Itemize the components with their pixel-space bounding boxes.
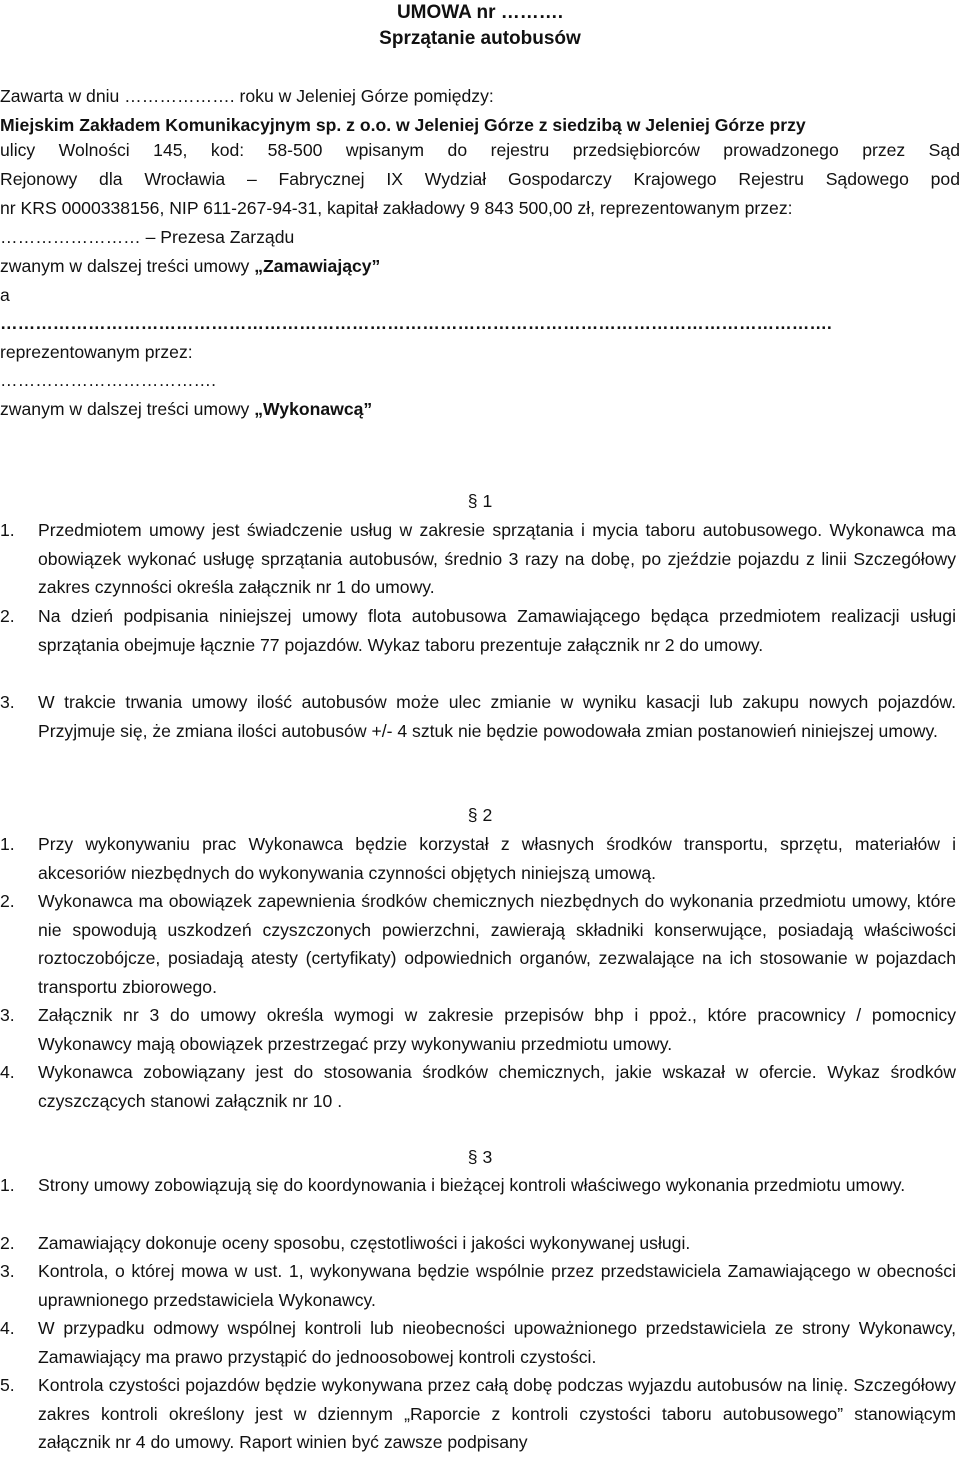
section-heading-1: § 1 (467, 491, 493, 511)
intro-line-krs: nr KRS 0000338156, NIP 611-267-94-31, kapitał zakładowy 9 843 500,00 zł, reprezentowanym przez: (0, 198, 793, 218)
item-number: 3. (0, 692, 15, 712)
item-number: 1. (0, 1175, 15, 1195)
item-number: 4. (0, 1062, 15, 1082)
intro-line-company-name: Miejskim Zakładem Komunikacyjnym sp. z o.o. w Jeleniej Górze z siedzibą w Jeleniej Górze przy (0, 115, 806, 135)
intro-line-court: Rejonowy dla Wrocławia – Fabrycznej IX Wydział Gospodarczy Krajowego Rejestru Sądowego pod (0, 169, 960, 189)
intro-text: zwanym w dalszej treści umowy (0, 399, 255, 419)
intro-line-contractor-placeholder: ……………………………………………………………………………………………………………………………. (0, 313, 832, 333)
item-text: Strony umowy zobowiązują się do koordynowania i bieżącej kontroli właściwego wykonania przedmiotu umowy. (38, 1175, 906, 1195)
item-number: 4. (0, 1318, 15, 1338)
item-number: 3. (0, 1261, 15, 1281)
item-number: 3. (0, 1005, 15, 1025)
intro-line-address: ulicy Wolności 145, kod: 58-500 wpisanym do rejestru przedsiębiorców prowadzonego przez Sąd (0, 140, 960, 160)
item-text: Przy wykonywaniu prac Wykonawca będzie korzystał z własnych środków transportu, sprzętu, materiałów i akcesoriów niezbędnych do wykonywania czynności objętych niniejszą umową. (38, 834, 956, 883)
item-text: W przypadku odmowy wspólnej kontroli lub nieobecności upoważnionego przedstawiciela ze strony Wykonawcy, Zamawiający ma prawo przystąpić do jednoosobowej kontroli czystości. (38, 1318, 956, 1367)
ordering-party-label: „Zamawiający” (254, 256, 381, 276)
item-text: Wykonawca zobowiązany jest do stosowania środków chemicznych, jakie wskazał w ofercie. Wykaz środków czyszczących stanowi załącznik nr 10 . (38, 1062, 956, 1111)
item-number: 2. (0, 891, 15, 911)
intro-line-contractor (0, 395, 960, 424)
item-text: Na dzień podpisania niniejszej umowy flota autobusowa Zamawiającego będąca przedmiotem realizacji usługi sprzątania obejmuje łącznie 77 pojazdów. Wykaz taboru prezentuje załącznik nr 2 do umowy. (38, 606, 956, 655)
item-text: Przedmiotem umowy jest świadczenie usług w zakresie sprzątania i mycia taboru autobusowego. Wykonawca ma obowiązek wykonać usługę sprzątania autobusów, średnio 3 razy na dobę, po zjeździe pojazdu z linii Szczegółowy zakres czynności określa załącznik nr 1 do umowy. (38, 520, 956, 598)
intro-line-and: a (0, 285, 10, 305)
item-text: Kontrola, o której mowa w ust. 1, wykonywana będzie wspólnie przez przedstawiciela Zamawiającego w obecności uprawnionego przedstawiciela Wykonawcy. (38, 1261, 956, 1310)
item-number: 1. (0, 834, 15, 854)
item-number: 2. (0, 1233, 15, 1253)
item-text: Wykonawca ma obowiązek zapewnienia środków chemicznych niezbędnych do wykonania przedmiotu umowy, które nie spowodują uszkodzeń czyszczonych powierzchni, zawierają składniki konserwujące, posiadają właściwości roztoczobójcze, posiadają atesty (certyfikaty) odpowiednich organów, zezwalające na ich stosowanie w pojazdach transportu zbiorowego. (38, 891, 956, 997)
contract-subtitle: Sprzątanie autobusów (379, 28, 581, 49)
intro-line-represented-by: reprezentowanym przez: (0, 342, 193, 362)
item-number: 1. (0, 520, 15, 540)
contractor-label: „Wykonawcą” (254, 399, 373, 419)
item-number: 5. (0, 1375, 15, 1395)
item-text: Załącznik nr 3 do umowy określa wymogi w zakresie przepisów bhp i ppoż., które pracownicy / pomocnicy Wykonawcy mają obowiązek przestrzegać przy wykonywaniu przedmiotu umowy. (38, 1005, 956, 1054)
intro-line-representative: …………………… – Prezesa Zarządu (0, 227, 295, 247)
intro-line-date: Zawarta w dniu ………………. roku w Jeleniej Górze pomiędzy: (0, 86, 494, 106)
item-text: Zamawiający dokonuje oceny sposobu, częstotliwości i jakości wykonywanej usługi. (38, 1233, 691, 1253)
item-text: W trakcie trwania umowy ilość autobusów może ulec zmianie w wyniku kasacji lub zakupu nowych pojazdów. Przyjmuje się, że zmiana ilości autobusów +/- 4 sztuk nie będzie powodowała zmian postanowień niniejszej umowy. (38, 692, 956, 741)
section-heading-3: § 3 (467, 1147, 493, 1167)
item-number: 2. (0, 606, 15, 626)
item-text: Kontrola czystości pojazdów będzie wykonywana przez całą dobę podczas wyjazdu autobusów na linię. Szczegółowy zakres kontroli określony jest w dziennym „Raporcie z kontroli czystości taboru autobusowego” stanowiącym załącznik nr 4 do umowy. Raport winien być zawsze podpisany (38, 1375, 956, 1453)
intro-line-ordering-party (0, 252, 960, 281)
contract-title: UMOWA nr ………. (396, 2, 564, 23)
intro-text: zwanym w dalszej treści umowy (0, 256, 255, 276)
section-heading-2: § 2 (467, 805, 493, 825)
intro-line-representative-placeholder: ………………………………. (0, 370, 217, 390)
